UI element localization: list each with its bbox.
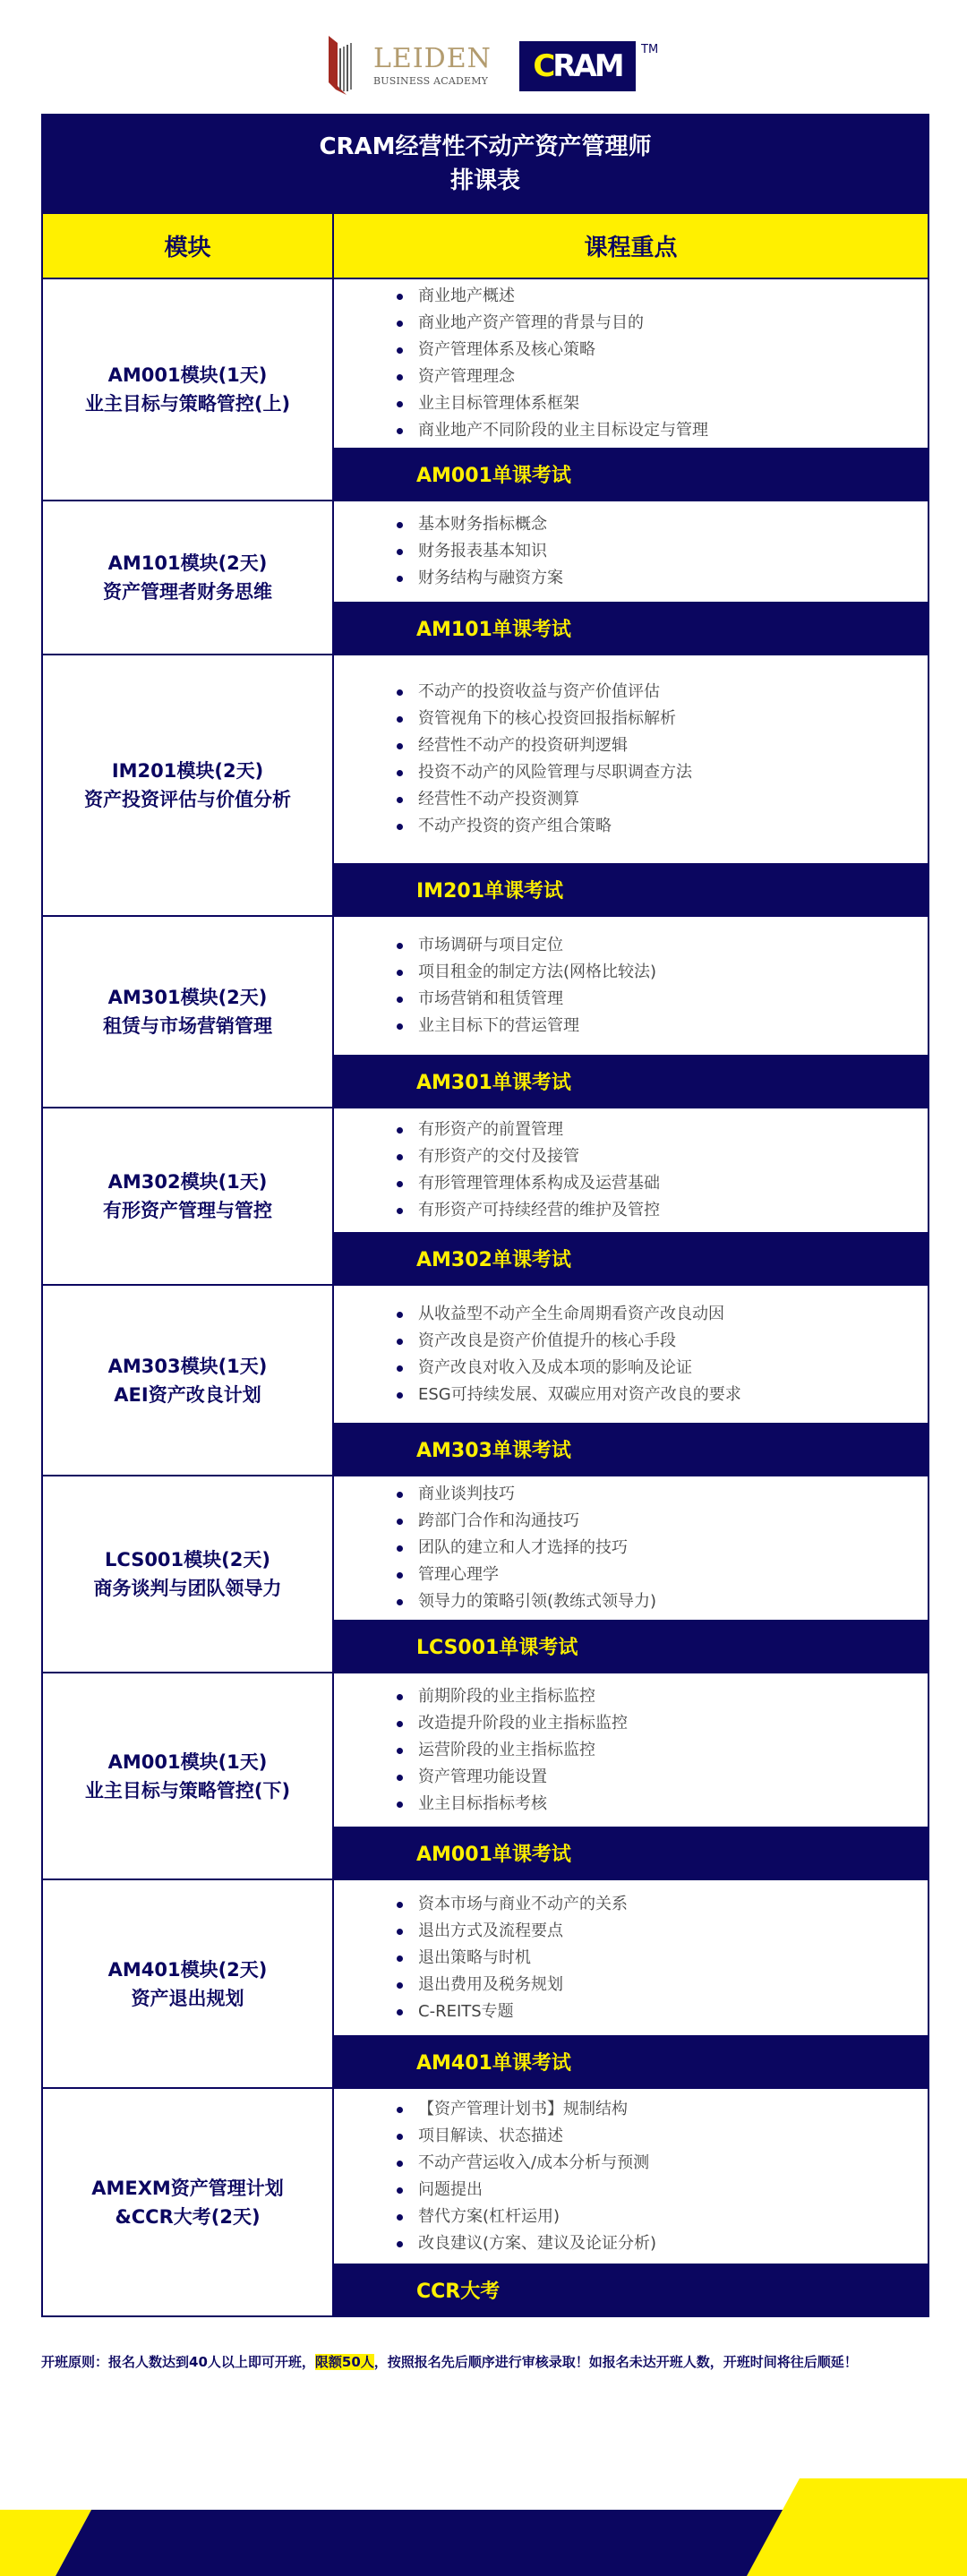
header-module: 模块	[43, 214, 334, 278]
module-name: 资产退出规划	[131, 1987, 244, 2009]
exam-bar	[334, 1827, 928, 1879]
module-row	[43, 2087, 928, 2315]
course-topic: 退出方式及流程要点	[418, 1918, 928, 1945]
module-code: AM302模块(1天)	[107, 1171, 268, 1193]
course-topic: 项目租金的制定方法(网格比较法)	[418, 959, 928, 986]
enrollment-note	[41, 2352, 858, 2371]
course-topic: 经营性不动产的投资研判逻辑	[418, 732, 928, 759]
exam-bar	[334, 2264, 928, 2315]
logo-bar	[0, 36, 967, 98]
course-topic: 运营阶段的业主指标监控	[418, 1737, 928, 1764]
course-topic: 项目解读、状态描述	[418, 2123, 928, 2150]
course-topic: 不动产投资的资产组合策略	[418, 813, 928, 840]
exam-label: AM302单课考试	[416, 1248, 571, 1271]
module-cell	[43, 1673, 334, 1879]
course-topic: 资产管理理念	[418, 364, 928, 390]
module-code: AM301模块(2天)	[107, 987, 268, 1008]
course-topic: 有形资产的交付及接管	[418, 1143, 928, 1170]
module-cell	[43, 501, 334, 654]
module-code: AM101模块(2天)	[107, 552, 268, 574]
module-name: &CCR大考(2天)	[115, 2205, 261, 2228]
course-topic: 改造提升阶段的业主指标监控	[418, 1710, 928, 1737]
schedule-table	[41, 114, 929, 2317]
exam-label: AM401单课考试	[416, 2051, 571, 2075]
course-topic: C-REITS专题	[418, 1998, 928, 2025]
course-topic: 商业地产资产管理的背景与目的	[418, 310, 928, 337]
exam-label: LCS001单课考试	[416, 1636, 578, 1659]
course-topic: 资产改良对收入及成本项的影响及论证	[418, 1355, 928, 1382]
exam-bar	[334, 602, 928, 654]
cram-logo-rest: AM	[573, 48, 622, 84]
course-topic: 有形资产的前置管理	[418, 1117, 928, 1143]
exam-bar	[334, 1232, 928, 1284]
course-topic: 【资产管理计划书】规制结构	[418, 2096, 928, 2123]
course-topic: 有形资产可持续经营的维护及管控	[418, 1197, 928, 1224]
course-topic: 领导力的策略引领(教练式领导力)	[418, 1588, 928, 1615]
topic-list	[334, 1286, 928, 1423]
exam-label: CCR大考	[416, 2280, 501, 2303]
course-topic: 市场调研与项目定位	[418, 932, 928, 959]
header-course-focus: 课程重点	[584, 235, 678, 261]
module-cell	[43, 1476, 334, 1672]
module-code: IM201模块(2天)	[111, 760, 264, 782]
topic-list	[334, 1108, 928, 1232]
table-header	[43, 212, 928, 278]
course-topic: 基本财务指标概念	[418, 511, 928, 538]
module-code: AMEXM资产管理计划	[91, 2177, 284, 2199]
course-topic: 退出费用及税务规划	[418, 1972, 928, 1998]
course-topic: 不动产的投资收益与资产价值评估	[418, 679, 928, 706]
exam-label: AM001单课考试	[416, 464, 571, 487]
exam-label: AM001单课考试	[416, 1843, 571, 1866]
module-cell	[43, 1286, 334, 1475]
module-name: AEI资产改良计划	[114, 1383, 261, 1406]
module-cell	[43, 1108, 334, 1284]
module-name: 业主目标与策略管控(上)	[84, 393, 291, 415]
topics-cell	[334, 2089, 928, 2315]
course-topic: 市场营销和租赁管理	[418, 986, 928, 1013]
note-text-before: 开班原则：报名人数达到40人以上即可开班，	[41, 2354, 315, 2370]
exam-bar	[334, 863, 928, 915]
topic-list	[334, 1476, 928, 1620]
course-topic: 资产管理体系及核心策略	[418, 337, 928, 364]
module-cell	[43, 2089, 334, 2315]
module-name: 资产管理者财务思维	[103, 581, 272, 603]
topics-cell	[334, 1476, 928, 1672]
module-cell	[43, 1880, 334, 2087]
topics-cell	[334, 279, 928, 500]
footer-yellow-right	[747, 2478, 967, 2576]
book-icon	[327, 36, 363, 95]
topic-list	[334, 655, 928, 863]
exam-bar	[334, 1055, 928, 1107]
exam-bar	[334, 448, 928, 500]
course-topic: 退出策略与时机	[418, 1945, 928, 1972]
topic-list	[334, 501, 928, 602]
leiden-logo	[327, 36, 492, 95]
cram-logo	[519, 41, 636, 91]
module-cell	[43, 279, 334, 500]
module-name: 资产投资评估与价值分析	[84, 789, 291, 810]
module-code: AM001模块(1天)	[107, 1750, 268, 1773]
module-row	[43, 500, 928, 654]
course-topic: 有形管理管理体系构成及运营基础	[418, 1170, 928, 1197]
course-topic: 商业地产概述	[418, 283, 928, 310]
exam-label: AM303单课考试	[416, 1439, 571, 1462]
course-topic: 改良建议(方案、建议及论证分析)	[418, 2230, 928, 2257]
topic-list	[334, 917, 928, 1055]
course-topic: 资管视角下的核心投资回报指标解析	[418, 706, 928, 732]
course-topic: 团队的建立和人才选择的技巧	[418, 1535, 928, 1562]
course-topic: 经营性不动产投资测算	[418, 786, 928, 813]
cram-logo-c: C	[533, 48, 553, 84]
course-topic: 业主目标下的营运管理	[418, 1013, 928, 1040]
module-row	[43, 654, 928, 915]
footer-navy-band	[56, 2510, 806, 2576]
course-topic: 问题提出	[418, 2177, 928, 2204]
topics-cell	[334, 1286, 928, 1475]
course-topic: 投资不动产的风险管理与尽职调查方法	[418, 759, 928, 786]
footer-decoration	[0, 2478, 967, 2576]
module-row	[43, 1879, 928, 2087]
exam-label: AM101单课考试	[416, 618, 571, 641]
course-topic: ESG可持续发展、双碳应用对资产改良的要求	[418, 1382, 928, 1408]
note-text-after: ，按照报名先后顺序进行审核录取！如报名未达开班人数，开班时间将往后顺延！	[373, 2354, 858, 2370]
module-row	[43, 1672, 928, 1879]
module-name: 租赁与市场营销管理	[103, 1015, 272, 1037]
topics-cell	[334, 1108, 928, 1284]
course-topic: 替代方案(杠杆运用)	[418, 2204, 928, 2230]
topics-cell	[334, 1673, 928, 1879]
course-topic: 财务报表基本知识	[418, 538, 928, 565]
topic-list	[334, 279, 928, 448]
module-row	[43, 1284, 928, 1475]
module-row	[43, 1475, 928, 1672]
course-topic: 业主目标管理体系框架	[418, 390, 928, 417]
course-topic: 商业谈判技巧	[418, 1481, 928, 1508]
course-topic: 前期阶段的业主指标监控	[418, 1683, 928, 1710]
cram-logo-r: R	[552, 48, 574, 84]
module-name: 有形资产管理与管控	[103, 1200, 272, 1221]
exam-bar	[334, 1423, 928, 1475]
topics-cell	[334, 1880, 928, 2087]
trademark: TM	[641, 43, 659, 56]
module-code: AM303模块(1天)	[107, 1355, 268, 1377]
page-title	[43, 116, 928, 212]
module-code: LCS001模块(2天)	[105, 1549, 270, 1570]
course-topic: 商业地产不同阶段的业主目标设定与管理	[418, 417, 928, 444]
module-row	[43, 1107, 928, 1284]
course-topic: 财务结构与融资方案	[418, 565, 928, 592]
module-code: AM401模块(2天)	[107, 1958, 268, 1981]
module-row	[43, 915, 928, 1107]
course-topic: 资产管理功能设置	[418, 1764, 928, 1791]
module-name: 商务谈判与团队领导力	[93, 1578, 282, 1599]
course-topic: 跨部门合作和沟通技巧	[418, 1508, 928, 1535]
exam-bar	[334, 1620, 928, 1672]
module-name: 业主目标与策略管控(下)	[84, 1779, 291, 1801]
exam-bar	[334, 2035, 928, 2087]
course-topic: 不动产营运收入/成本分析与预测	[418, 2150, 928, 2177]
topic-list	[334, 1880, 928, 2035]
note-highlight: 限额50人	[314, 2354, 374, 2370]
title-line-1: CRAM经营性不动产资产管理师	[319, 133, 652, 160]
topics-cell	[334, 501, 928, 654]
topics-cell	[334, 655, 928, 915]
course-topic: 资产改良是资产价值提升的核心手段	[418, 1328, 928, 1355]
module-cell	[43, 917, 334, 1107]
exam-label: IM201单课考试	[416, 879, 564, 903]
module-cell	[43, 655, 334, 915]
course-topic: 管理心理学	[418, 1562, 928, 1588]
module-row	[43, 278, 928, 500]
leiden-name: LEIDEN	[373, 43, 492, 74]
course-topic: 从收益型不动产全生命周期看资产改良动因	[418, 1301, 928, 1328]
leiden-subtitle: BUSINESS ACADEMY	[373, 75, 489, 87]
title-line-2: 排课表	[449, 167, 520, 194]
course-topic: 资本市场与商业不动产的关系	[418, 1891, 928, 1918]
topics-cell	[334, 917, 928, 1107]
topic-list	[334, 2089, 928, 2264]
table-body	[43, 278, 928, 2315]
course-topic: 业主目标指标考核	[418, 1791, 928, 1818]
topic-list	[334, 1673, 928, 1827]
exam-label: AM301单课考试	[416, 1071, 571, 1094]
module-code: AM001模块(1天)	[107, 364, 268, 386]
